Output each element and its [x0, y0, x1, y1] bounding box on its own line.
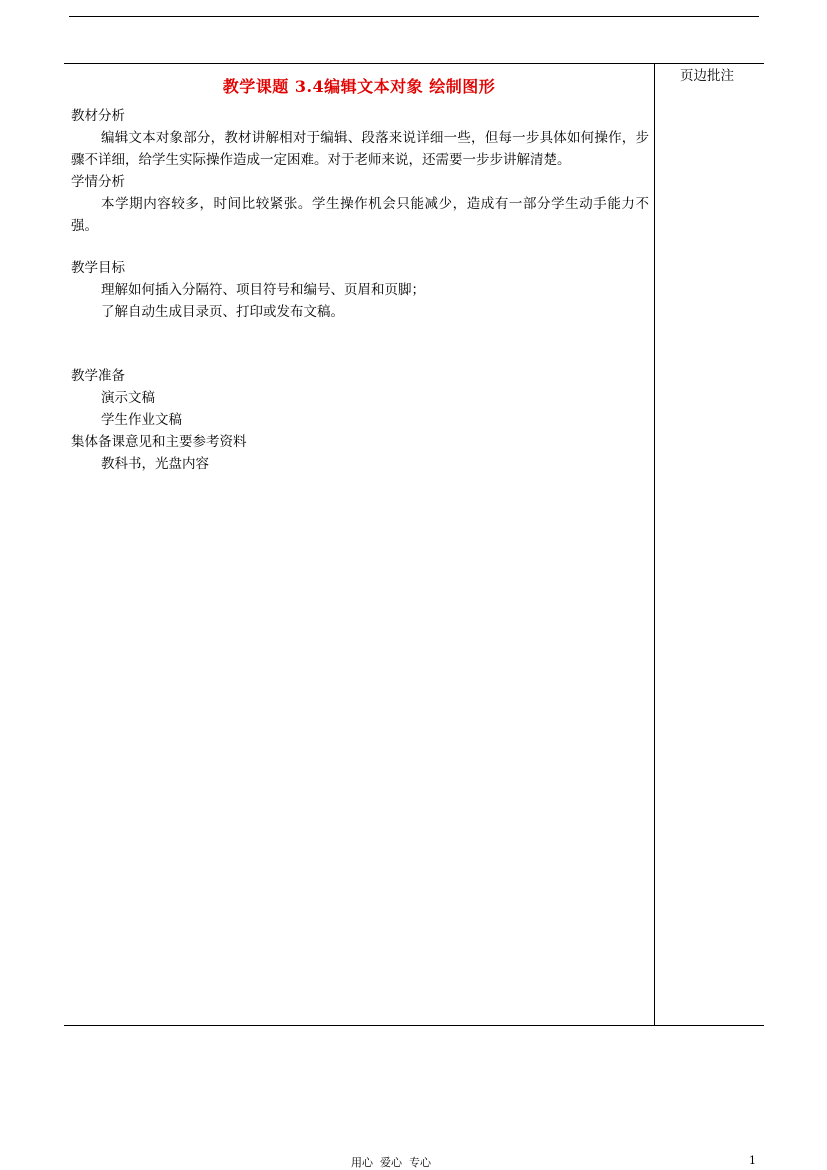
lesson-title: 教学课题 3.4编辑文本对象 绘制图形 — [222, 77, 496, 96]
references-item: 教科书，光盘内容 — [101, 456, 209, 472]
objectives-heading: 教学目标 — [71, 260, 125, 276]
page-number: 1 — [749, 1154, 756, 1167]
lesson-content — [71, 105, 649, 475]
preparation-item: 学生作业文稿 — [101, 412, 182, 428]
preparation-heading: 教学准备 — [71, 368, 125, 384]
footer-motto: 用心 爱心 专心 — [351, 1156, 431, 1169]
textbook-analysis-body: 编辑文本对象部分，教材讲解相对于编辑、段落来说详细一些，但每一步具体如何操作，步骤不详细，给学生实际操作造成一定困难。对于老师来说，还需要一步步讲解清楚。 — [71, 130, 649, 168]
margin-notes-label: 页边批注 — [680, 68, 734, 84]
objective-item: 理解如何插入分隔符、项目符号和编号、页眉和页脚； — [101, 282, 425, 298]
student-analysis-body: 本学期内容较多，时间比较紧张。学生操作机会只能减少，造成有一部分学生动手能力不强。 — [71, 196, 649, 234]
preparation-item: 演示文稿 — [101, 390, 155, 406]
table-bottom-border — [64, 1025, 764, 1026]
references-heading: 集体备课意见和主要参考资料 — [71, 434, 247, 450]
column-divider — [654, 63, 655, 1025]
objective-item: 了解自动生成目录页、打印或发布文稿。 — [101, 304, 344, 320]
student-analysis-heading: 学情分析 — [71, 174, 125, 190]
textbook-analysis-heading: 教材分析 — [71, 108, 125, 124]
header-rule — [69, 16, 759, 17]
table-top-border — [64, 63, 764, 64]
